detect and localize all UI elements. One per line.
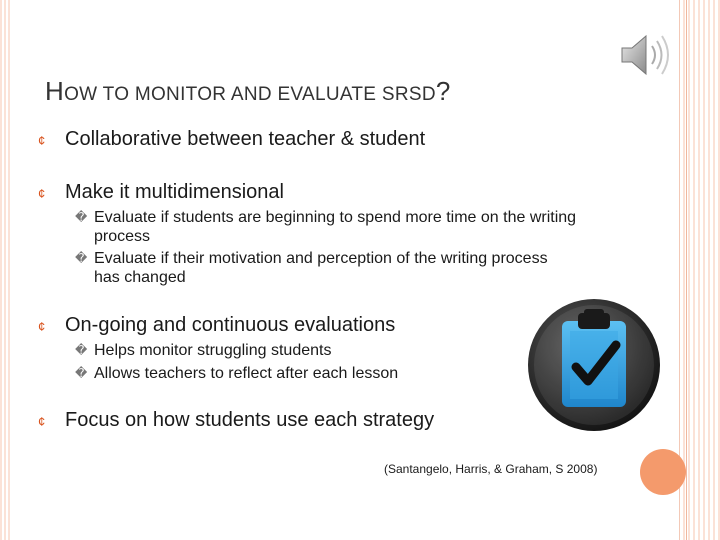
sub-bullet-item <box>75 249 574 287</box>
bullet-marker-icon: ¢ <box>38 186 46 201</box>
clipboard-check-icon <box>524 295 664 440</box>
sub-bullet-text: Helps monitor struggling students <box>94 342 332 359</box>
bullet-marker-icon: ¢ <box>38 414 46 429</box>
decorative-border-right <box>679 0 720 540</box>
bullet-text: Focus on how students use each strategy <box>65 409 435 431</box>
bullet-item <box>38 314 395 337</box>
bullet-item <box>38 128 425 151</box>
checkbox-marker-icon: � <box>75 210 88 224</box>
sub-bullet-text: Evaluate if their motivation and perception of the writing process has changed <box>94 250 548 286</box>
decorative-circle <box>640 449 686 495</box>
bullet-marker-icon: ¢ <box>38 133 46 148</box>
slide-title <box>45 76 451 107</box>
speaker-icon[interactable] <box>618 30 674 85</box>
bullet-item <box>38 181 284 204</box>
checkbox-marker-icon: � <box>75 366 88 380</box>
bullet-text: Make it multidimensional <box>65 181 284 203</box>
title-part: ? <box>435 76 451 106</box>
decorative-border-left <box>0 0 12 540</box>
citation-text: (Santangelo, Harris, & Graham, S 2008) <box>384 462 598 476</box>
checkbox-marker-icon: � <box>75 343 88 357</box>
title-part: H <box>45 76 65 106</box>
bullet-text: Collaborative between teacher & student <box>65 128 426 150</box>
sub-bullet-text: Allows teachers to reflect after each lesson <box>94 365 399 382</box>
bullet-item <box>38 409 434 432</box>
title-part: OW TO MONITOR AND EVALUATE <box>64 84 382 105</box>
title-part: SRSD <box>381 84 436 105</box>
sub-bullet-text: Evaluate if students are beginning to spend more time on the writing process <box>94 209 577 245</box>
checkbox-marker-icon: � <box>75 251 88 265</box>
bullet-marker-icon: ¢ <box>38 319 46 334</box>
bullet-text: On-going and continuous evaluations <box>65 314 396 336</box>
sub-bullet-item <box>75 208 624 246</box>
